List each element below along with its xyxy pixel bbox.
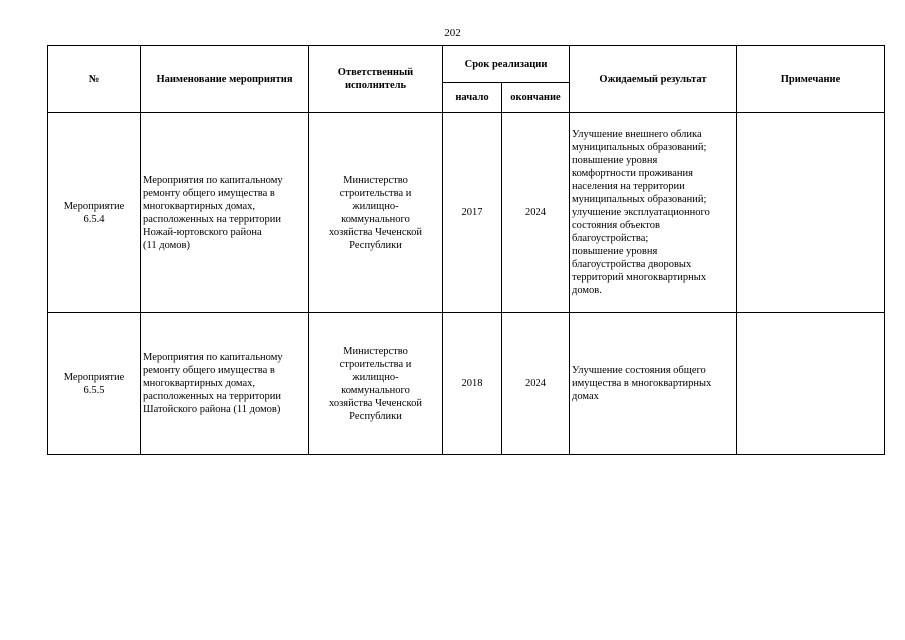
row-start: 2017 xyxy=(443,113,502,313)
header-expected-result: Ожидаемый результат xyxy=(570,46,737,113)
table-row xyxy=(48,313,885,455)
row-activity-name: Мероприятия по капитальному ремонту общего имущества в многоквартирных домах, расположенных на территории Шатойского района (11 домов) xyxy=(141,313,309,455)
row-note xyxy=(737,313,885,455)
row-expected-result: Улучшение состояния общего имущества в многоквартирных домах xyxy=(570,313,737,455)
row-activity-name: Мероприятия по капитальному ремонту общего имущества в многоквартирных домах, расположенных на территории Ножай-юртовского района (11 домов) xyxy=(141,113,309,313)
row-responsible: Министерство строительства и жилищно- коммунального хозяйства Чеченской Республики xyxy=(309,113,443,313)
header-activity-name: Наименование мероприятия xyxy=(141,46,309,113)
header-number: № xyxy=(48,46,141,113)
header-period: Срок реализации xyxy=(443,46,570,83)
row-responsible: Министерство строительства и жилищно- коммунального хозяйства Чеченской Республики xyxy=(309,313,443,455)
activities-table xyxy=(47,45,885,455)
row-number: Мероприятие 6.5.4 xyxy=(48,113,141,313)
row-number: Мероприятие 6.5.5 xyxy=(48,313,141,455)
header-row xyxy=(48,46,885,83)
header-responsible: Ответственный исполнитель xyxy=(309,46,443,113)
row-note xyxy=(737,113,885,313)
row-end: 2024 xyxy=(502,113,570,313)
header-end: окончание xyxy=(502,83,570,113)
page-number: 202 xyxy=(444,27,461,39)
header-start: начало xyxy=(443,83,502,113)
row-start: 2018 xyxy=(443,313,502,455)
header-note: Примечание xyxy=(737,46,885,113)
table-row xyxy=(48,113,885,313)
row-expected-result: Улучшение внешнего облика муниципальных образований; повышение уровня комфортности проживания населения на территории муниципальных образований; улучшение эксплуатационного состояния объектов благоустройства; повышение уровня благоустройства дворовых территорий многоквартирных домов. xyxy=(570,113,737,313)
row-end: 2024 xyxy=(502,313,570,455)
